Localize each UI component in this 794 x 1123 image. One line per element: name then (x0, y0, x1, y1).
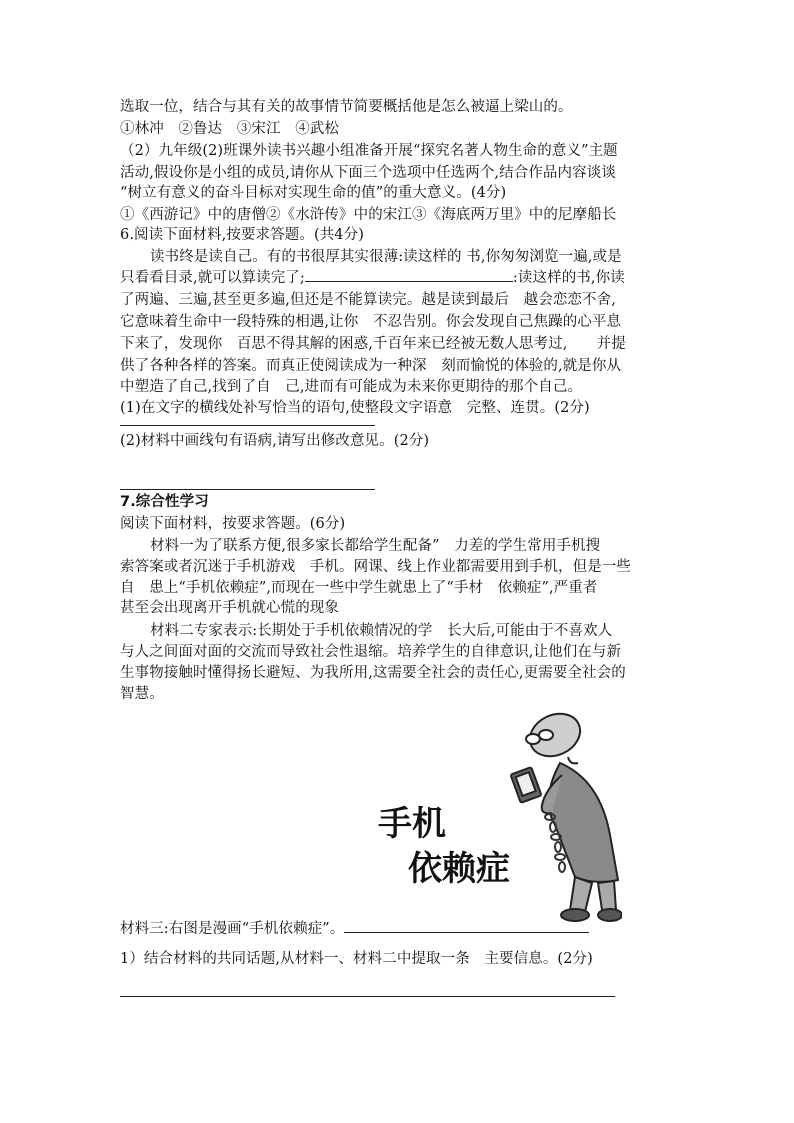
passage-text: 只看看目录,就可以算读完了; (120, 270, 305, 286)
material-line: 甚至会出现离开手机就心慌的现象 (120, 600, 339, 616)
sub-question-1: 1）结合材料的共同话题,从材料一、材料二中提取一条 主要信息。(2分) (120, 951, 593, 967)
cartoon-caption-1: 手机 (378, 804, 446, 844)
instruction-line: 阅读下面材料，按要求答题。(6分) (120, 516, 346, 532)
answer-line[interactable] (120, 425, 375, 426)
passage-line: 下来了，发现你 百思不得其解的困惑,千百年来已经被无数人思考过, 并提 (120, 336, 626, 352)
text-line: 选取一位，结合与其有关的故事情节简要概括他是怎么被逼上梁山的。 (120, 99, 573, 115)
material-line: 材料二专家表示:长期处于手机依赖情况的学 长大后,可能由于不喜欢人 (150, 623, 613, 639)
material-line: 自 患上“手机依赖症”,而现在一些中学生就患上了“手材 依赖症”,严重者 (120, 580, 598, 596)
phone-addiction-cartoon (370, 705, 622, 930)
material-line: 生事物接触时懂得扬长避短、为我所用,这需要全社会的责任心,更需要全社会的 (120, 665, 626, 681)
text-line: 活动,假设你是小组的成员,请你从下面三个选项中任选两个,结合作品内容谈谈 (120, 165, 616, 181)
passage-line: 中塑造了自己,找到了自 己,进而有可能成为未来你更期待的那个自己。 (120, 379, 583, 395)
cartoon-caption-2: 依赖症 (408, 849, 510, 889)
material-line: 材料一为了联系方便,很多家长都给学生配备” 力差的学生常用手机搜 (150, 538, 601, 554)
passage-text: :读这样的书,你读 (512, 270, 625, 286)
fill-in-blank[interactable] (305, 267, 513, 282)
question-2-line: （2）九年级(2)班课外读书兴趣小组准备开展“探究名著人物生命的意义”主题 (120, 143, 618, 159)
passage-line: 它意味着生命中一段特殊的相遇,让你 不忍告别。你会发现自己焦躁的心平息 (120, 314, 622, 330)
sub-question-1: (1)在文字的横线处补写恰当的语句,使整段文字语意 完整、连贯。(2分) (120, 400, 590, 416)
material-line: 与人之间面对面的交流而导致社会性退缩。培养学生的自律意识,让他们在与新 (120, 644, 622, 660)
material-3-line (120, 918, 589, 940)
cartoon-person (511, 706, 622, 921)
answer-line[interactable] (344, 918, 589, 933)
question-6-title: 6.阅读下面材料,按要求答题。(共4分) (120, 227, 364, 243)
section-7-title: 7.综合性学习 (120, 494, 209, 510)
material-3-text: 材料三:右图是漫画“手机依赖症”。 (120, 921, 345, 937)
options-line: ①林冲 ②鲁达 ③宋江 ④武松 (120, 121, 339, 137)
passage-line: 供了各种各样的答案。而真正使阅读成为一种深 刻而愉悦的体验的,就是你从 (120, 358, 622, 374)
passage-line: 了两遍、三遍,甚至更多遍,但还是不能算读完。越是读到最后 越会恋恋不舍, (120, 292, 616, 308)
material-line: 智慧。 (120, 686, 164, 702)
sub-question-2: (2)材料中画线句有语病,请写出修改意见。(2分) (120, 433, 430, 449)
options-line: ①《西游记》中的唐僧②《水浒传》中的宋江③《海底两万里》中的尼摩船长 (120, 207, 617, 223)
passage-line (120, 267, 625, 289)
answer-line[interactable] (120, 996, 615, 997)
passage-line: 读书终是读自己。有的书很厚其实很薄:读这样的 书,你匆匆浏览一遍,或是 (150, 249, 622, 265)
answer-line[interactable] (120, 489, 375, 490)
material-line: 索答案或者沉迷于手机游戏 手机。网课、线上作业都需要用到手机，但是一些 (120, 559, 631, 575)
text-line: “树立有意义的奋斗目标对实现生命的值”的重大意义。(4分) (120, 185, 507, 201)
